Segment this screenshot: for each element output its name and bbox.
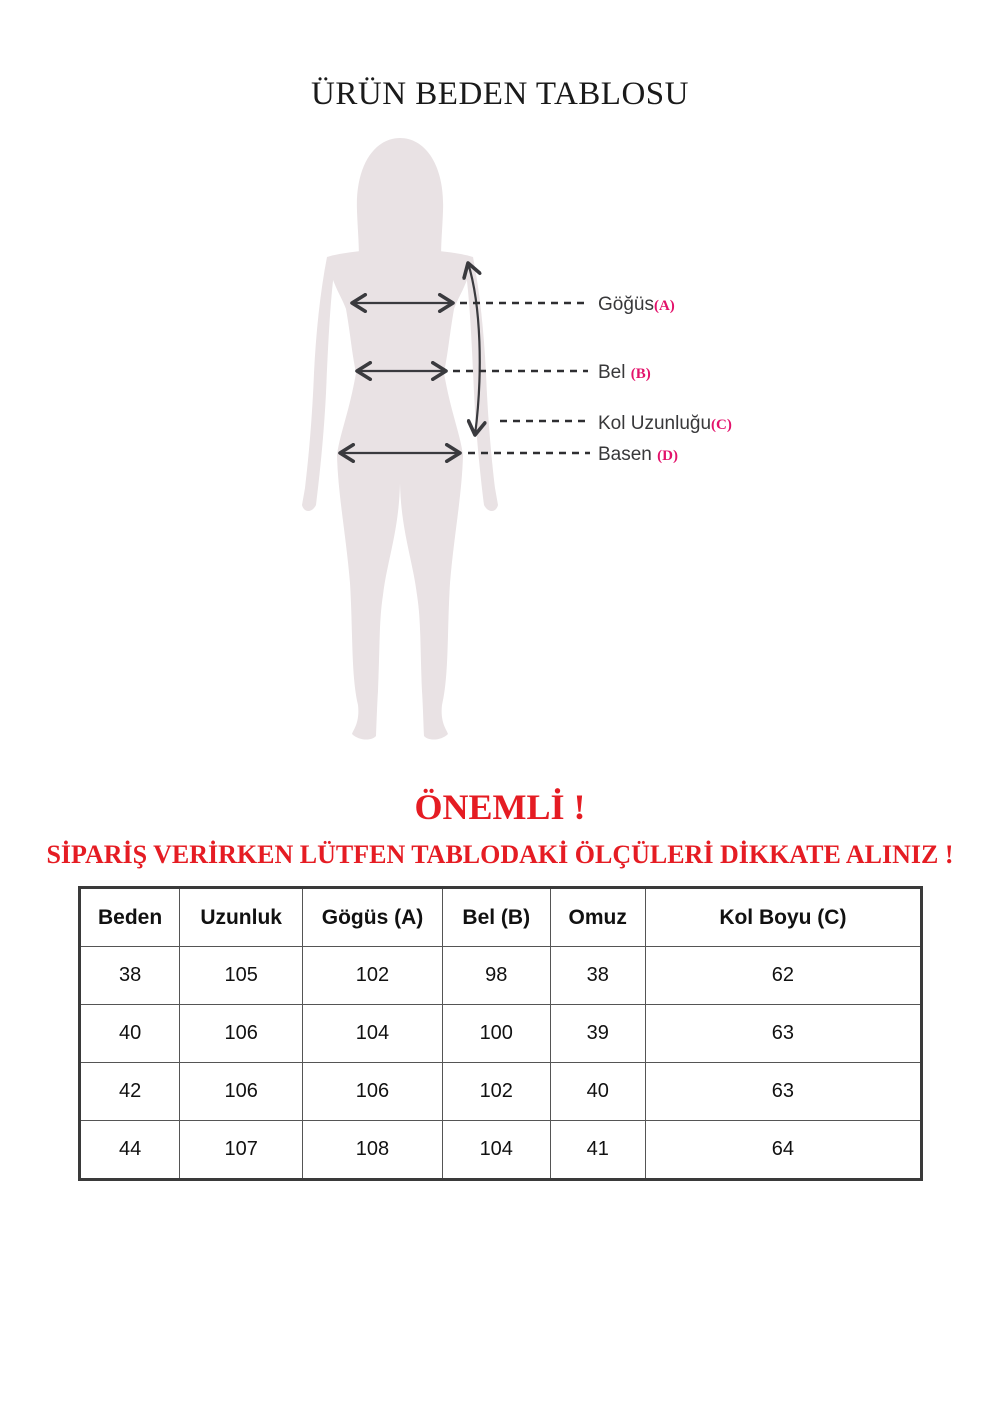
female-silhouette [302, 138, 498, 740]
cell: 104 [442, 1121, 550, 1180]
cell: 100 [442, 1005, 550, 1063]
size-table [78, 886, 923, 1181]
sleeve-letter: (C) [711, 417, 732, 433]
cell: 108 [303, 1121, 443, 1180]
cell: 40 [80, 1005, 180, 1063]
cell: 102 [442, 1063, 550, 1121]
cell: 40 [550, 1063, 645, 1121]
cell: 38 [550, 947, 645, 1005]
cell: 98 [442, 947, 550, 1005]
chest-label: Göğüs(A) [598, 294, 675, 315]
hip-letter: (D) [657, 448, 678, 464]
header-uzunluk: Uzunluk [180, 888, 303, 947]
waist-letter: (B) [630, 366, 651, 382]
cell: 106 [303, 1063, 443, 1121]
cell: 106 [180, 1063, 303, 1121]
important-subheading: SİPARİŞ VERİRKEN LÜTFEN TABLODAKİ ÖLÇÜLERİ DİKKATE ALINIZ ! [46, 840, 954, 869]
cell: 38 [80, 947, 180, 1005]
cell: 41 [550, 1121, 645, 1180]
cell: 107 [180, 1121, 303, 1180]
table-row [80, 1063, 922, 1121]
header-beden: Beden [80, 888, 180, 947]
sleeve-label: Kol Uzunluğu(C) [598, 413, 732, 434]
cell: 102 [303, 947, 443, 1005]
cell: 44 [80, 1121, 180, 1180]
header-kol-boyu: Kol Boyu (C) [645, 888, 921, 947]
cell: 106 [180, 1005, 303, 1063]
cell: 104 [303, 1005, 443, 1063]
hip-label: Basen (D) [598, 444, 678, 465]
table-row [80, 1121, 922, 1180]
cell: 42 [80, 1063, 180, 1121]
cell: 39 [550, 1005, 645, 1063]
cell: 62 [645, 947, 921, 1005]
header-gogus: Gögüs (A) [303, 888, 443, 947]
waist-label: Bel (B) [598, 362, 651, 383]
cell: 63 [645, 1005, 921, 1063]
cell: 105 [180, 947, 303, 1005]
cell: 64 [645, 1121, 921, 1180]
size-table-header-row [80, 888, 922, 947]
body-measurement-diagram [280, 133, 600, 753]
important-heading: ÖNEMLİ ! [414, 787, 586, 827]
table-row [80, 1005, 922, 1063]
table-row [80, 947, 922, 1005]
header-omuz: Omuz [550, 888, 645, 947]
header-bel: Bel (B) [442, 888, 550, 947]
page-title: ÜRÜN BEDEN TABLOSU [311, 76, 689, 112]
chest-letter: (A) [653, 298, 675, 314]
cell: 63 [645, 1063, 921, 1121]
